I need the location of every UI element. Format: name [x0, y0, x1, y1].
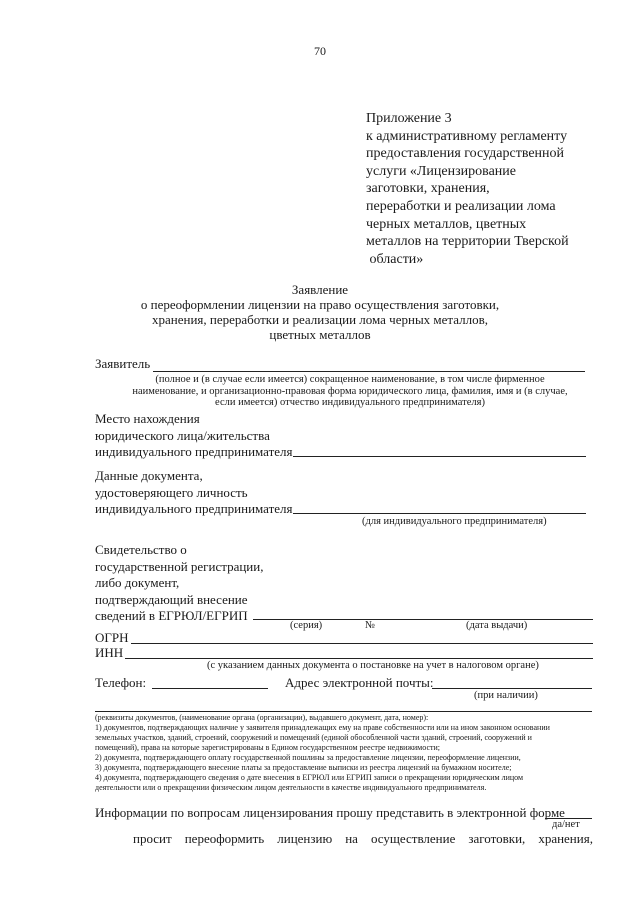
label-line: сведений в ЕГРЮЛ/ЕГРИП	[95, 608, 248, 623]
email-field[interactable]	[432, 688, 592, 689]
email-hint: (при наличии)	[474, 690, 538, 701]
certificate-label	[95, 542, 263, 625]
appendix-header	[366, 110, 626, 268]
inn-field[interactable]	[125, 658, 593, 659]
footnotes	[95, 713, 592, 793]
final-statement-line	[133, 831, 593, 847]
appendix-line: к административному регламенту	[366, 128, 568, 144]
label-line: удостоверяющего личность	[95, 484, 248, 500]
hint-line: (полное и (в случае если имеется) сокращенное наименование, в том числе фирменное	[155, 374, 545, 385]
word: лицензию	[277, 831, 333, 846]
id-document-label	[95, 468, 293, 518]
word: хранения,	[538, 831, 593, 846]
phone-field[interactable]	[152, 688, 268, 689]
appendix-line: услуги «Лицензирование	[366, 163, 516, 179]
hint-line: если имеется) отчество индивидуального предпринимателя)	[215, 397, 485, 408]
label-line: индивидуального предпринимателя	[95, 501, 293, 516]
page-number: 70	[314, 44, 326, 58]
number-label: №	[365, 620, 376, 631]
label-line: подтверждающий внесение	[95, 591, 248, 607]
tax-registration-hint: (с указанием данных документа о постановке на учет в налоговом органе)	[207, 660, 539, 671]
location-field[interactable]	[293, 456, 586, 457]
word: просит	[133, 831, 172, 846]
series-label: (серия)	[290, 620, 323, 631]
word: заготовки,	[468, 831, 526, 846]
inn-label: ИНН	[95, 645, 124, 660]
electronic-form-hint: да/нет	[552, 819, 580, 830]
footnote-line: земельных участков, зданий, строений, сооружений и помещений (единой обособленной части зданий, строений, сооружений и	[95, 733, 532, 742]
hint-line: наименование, и организационно-правовая форма юридического лица, фамилия, имя и (в случае,	[132, 385, 568, 397]
label-line: государственной регистрации,	[95, 558, 264, 574]
title-heading: Заявление	[291, 282, 349, 297]
appendix-line: заготовки, хранения,	[366, 181, 490, 197]
word: переоформить	[184, 831, 265, 846]
appendix-line: предоставления государственной	[366, 146, 565, 162]
applicant-field[interactable]	[153, 371, 585, 372]
applicant-hint	[100, 374, 600, 409]
appendix-line: металлов на территории Тверской	[366, 234, 569, 250]
footnote-line: деятельности или о прекращении физическим лицом деятельности в качестве индивидуального предпринимателя.	[95, 783, 487, 792]
label-line: индивидуального предпринимателя	[95, 444, 293, 459]
appendix-line: переработки и реализации лома	[366, 198, 556, 214]
label-line: Данные документа,	[95, 468, 203, 483]
document-title	[0, 282, 640, 342]
email-label: Адрес электронной почты:	[285, 675, 434, 690]
footnote-line: 2) документа, подтверждающего оплату государственной пошлины за предоставление лицензии, переоформление лицензии,	[95, 753, 521, 762]
title-line: о переоформлении лицензии на право осуществления заготовки,	[140, 297, 500, 312]
label-line: юридического лица/жительства	[95, 427, 270, 443]
id-document-hint: (для индивидуального предпринимателя)	[362, 516, 547, 527]
appendix-line: Приложение 3	[366, 111, 452, 126]
label-line: Свидетельство о	[95, 542, 187, 557]
footnote-line: 4) документа, подтверждающего сведения о дате внесения в ЕГРЮЛ или ЕГРИП записи о прекращении юридическим лицом	[95, 773, 524, 782]
location-label	[95, 411, 293, 461]
footnote-line: помещений), права на которые зарегистрированы в Едином государственном реестре недвижимости;	[95, 743, 440, 752]
appendix-line: области»	[366, 251, 424, 267]
applicant-label: Заявитель	[95, 356, 151, 371]
footnote-line: (реквизиты документов, (наименование органа (организации), выдавшего документ, дата, номер):	[95, 713, 429, 722]
footnote-line: 1) документов, подтверждающих наличие у заявителя принадлежащих ему на праве собственности или на ином законном основании	[95, 723, 550, 732]
label-line: Место нахождения	[95, 411, 200, 426]
label-line: либо документ,	[95, 575, 180, 590]
word: осуществление	[370, 831, 456, 846]
id-document-field[interactable]	[293, 513, 586, 514]
phone-label: Телефон:	[95, 675, 147, 690]
title-line: цветных металлов	[269, 327, 371, 342]
footnote-line: 3) документа, подтверждающего внесение платы за предоставление выписки из реестра лицензий на бумажном носителе;	[95, 763, 512, 772]
issue-date-label: (дата выдачи)	[466, 620, 528, 631]
ogrn-field[interactable]	[131, 643, 593, 644]
word: на	[345, 831, 358, 846]
title-line: хранения, переработки и реализации лома черных металлов,	[151, 312, 489, 327]
electronic-form-request: Информации по вопросам лицензирования прошу представить в электронной форме	[95, 805, 565, 820]
appendix-line: черных металлов, цветных	[366, 216, 527, 232]
footnote-separator	[95, 711, 592, 712]
ogrn-label: ОГРН	[95, 630, 129, 645]
